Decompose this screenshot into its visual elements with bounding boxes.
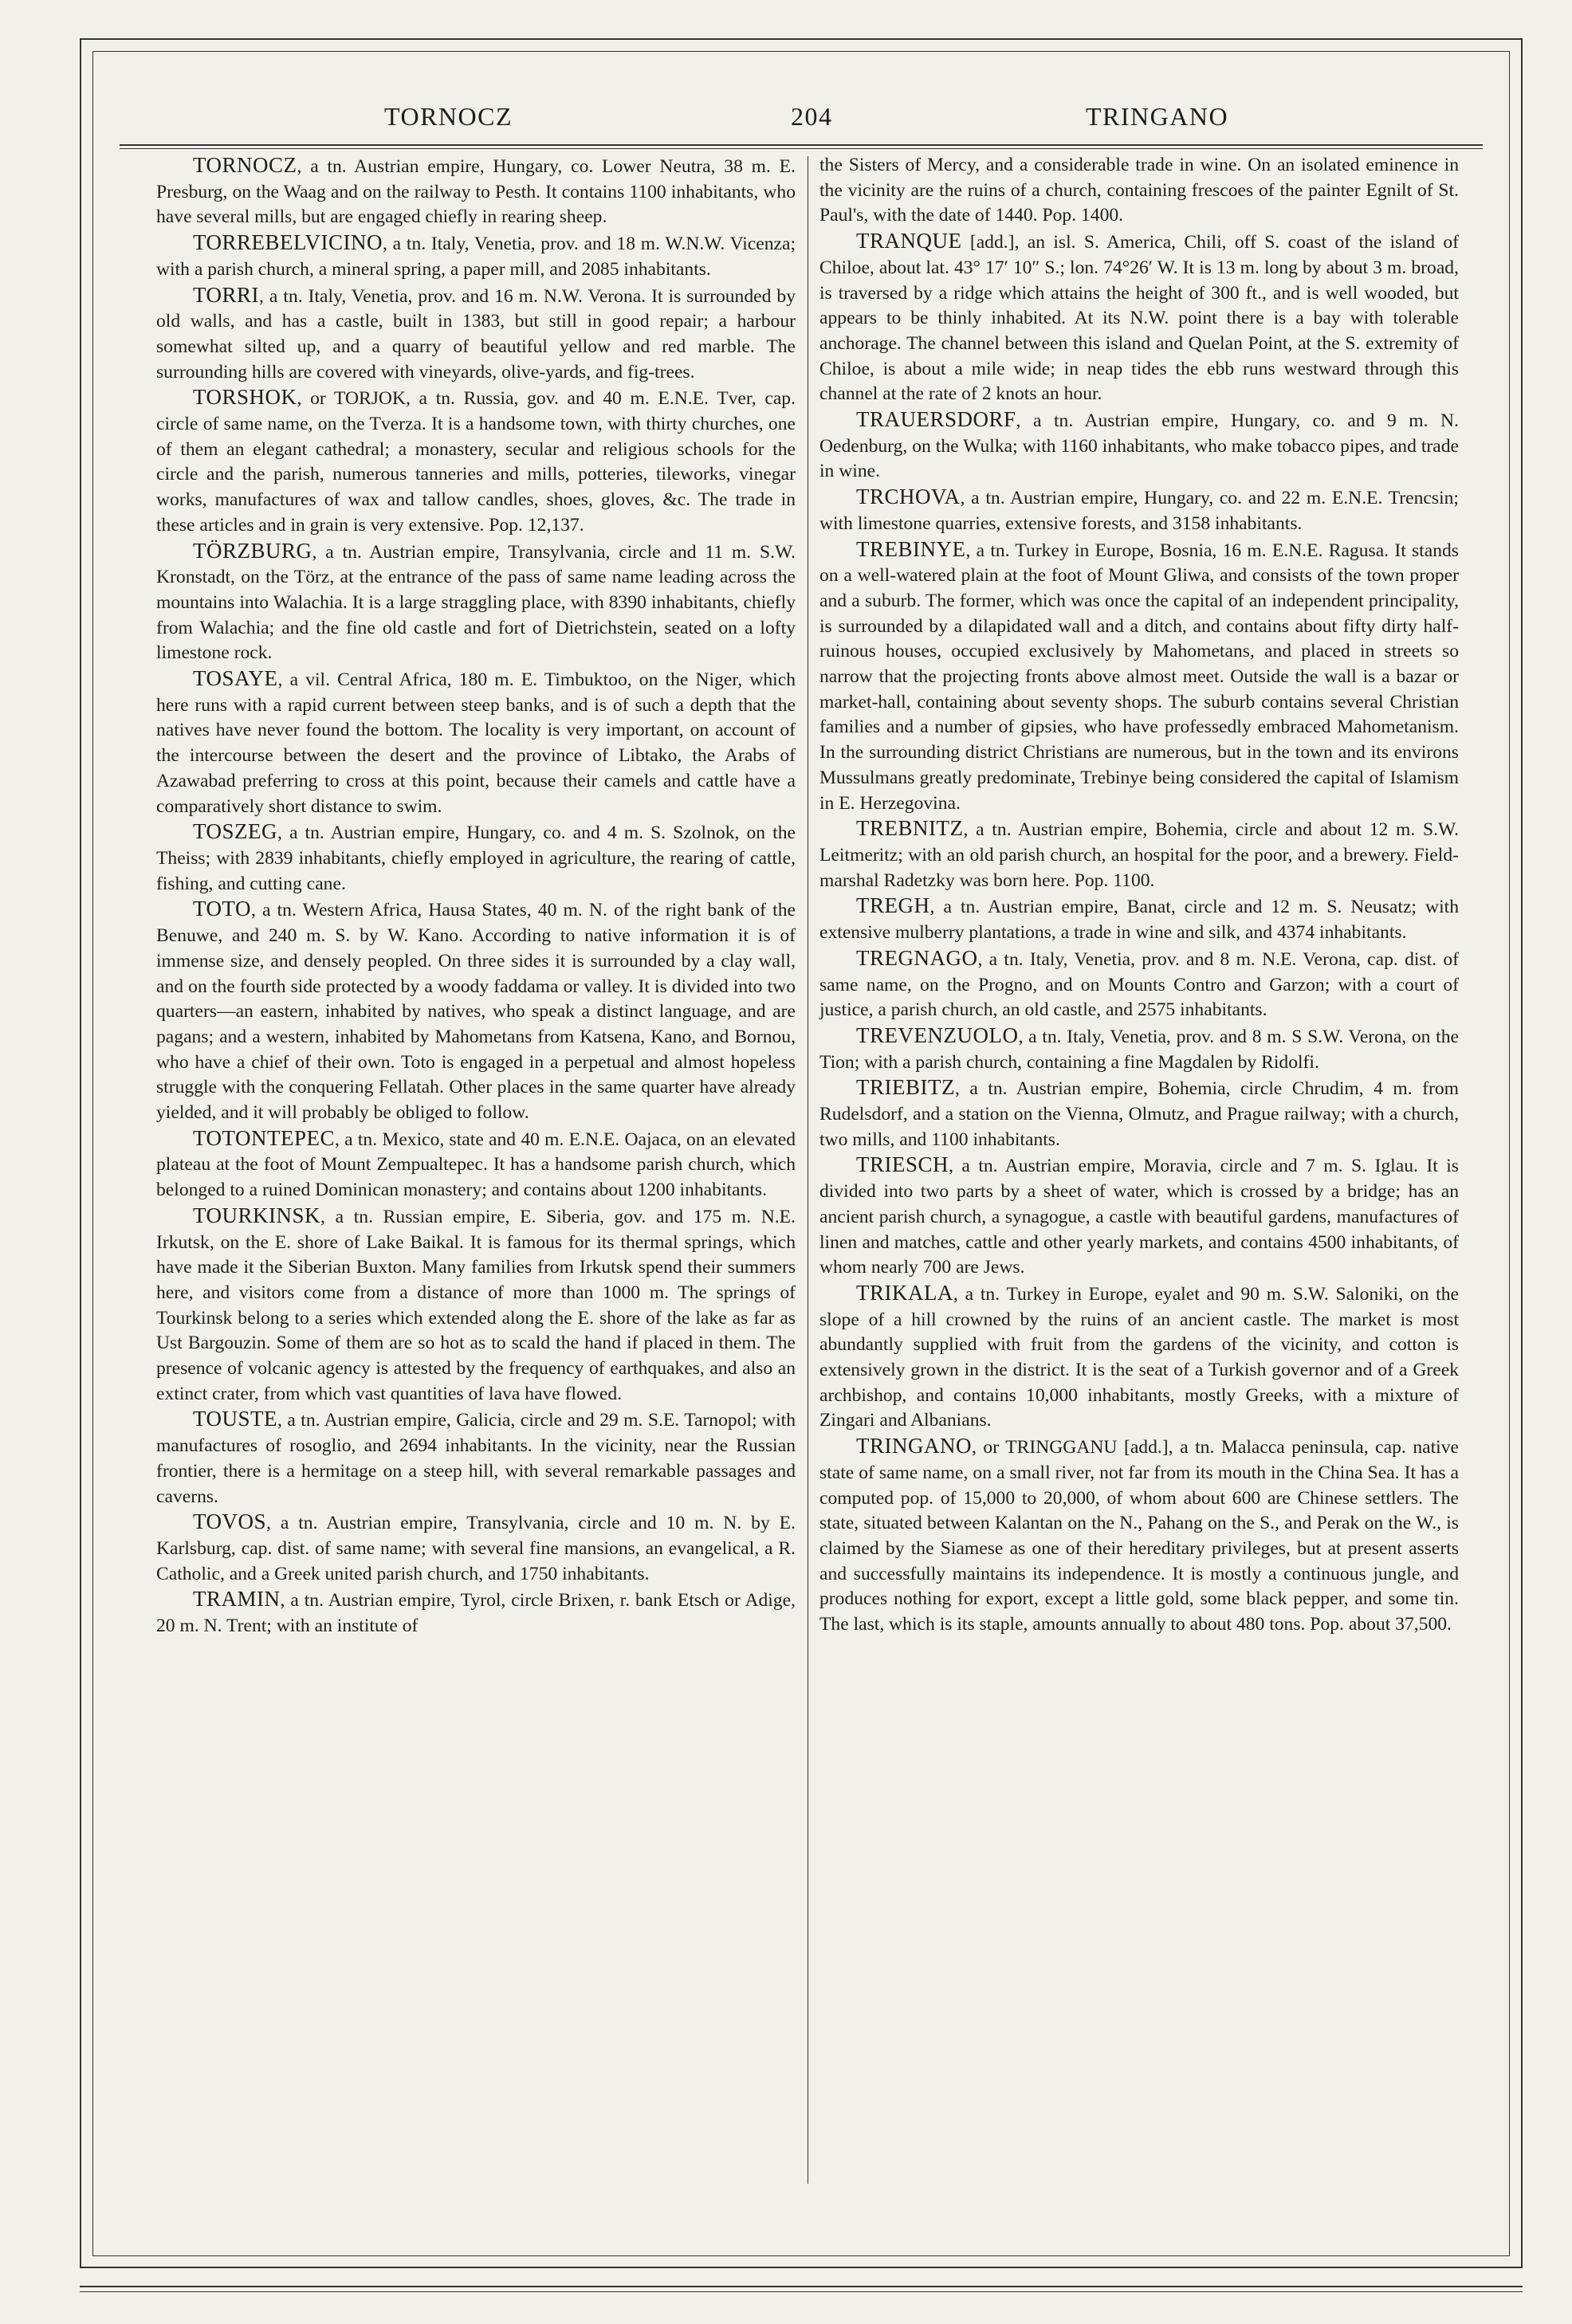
entry-text: , or TRINGGANU [add.], a tn. Malacca peninsula, cap. native state of same name, on a small river, not far from its mouth in the China Sea. It has a computed pop. of 15,000 to 20,000, of whom about 600 are Chinese settlers. The state, situated between Kalantan on the N., Pahang on the S., and Perak on the W., is claimed by the Siamese as one of their hereditary privileges, but at present asserts and successfully maintains its independence. It is mostly a continuous jungle, and produces nothing for export, except a little gold, some black pepper, and some tin. The last, which is its staple, amounts annually to about 480 tons. Pop. about 37,500.: [819, 1437, 1459, 1635]
gazetteer-entry: [156, 819, 796, 897]
gazetteer-entry: [156, 153, 796, 230]
gazetteer-entry: [819, 1434, 1459, 1638]
gazetteer-entry: [819, 1023, 1459, 1075]
entry-text: , a tn. Italy, Venetia, prov. and 18 m. W.N.W. Vicenza; with a parish church, a mineral spring, a paper mill, and 2085 inhabitants.: [156, 234, 796, 280]
entry-text: , a tn. Austrian empire, Hungary, co. and 9 m. N. Oedenburg, on the Wulka; with 1160 inhabitants, who make tobacco pipes, and trade in wine.: [819, 410, 1459, 482]
footer-rule: [80, 2286, 1523, 2287]
entry-headword: TOURKINSK: [193, 1203, 321, 1227]
gazetteer-entry: [819, 153, 1459, 229]
gazetteer-entry: [156, 283, 796, 386]
gazetteer-entry: [819, 1281, 1459, 1434]
entry-headword: TRIESCH: [856, 1152, 949, 1177]
entry-headword: TRIKALA: [856, 1280, 953, 1305]
entry-text: , a tn. Austrian empire, Galicia, circle and 29 m. S.E. Tarnopol; with manufactures of rosoglio, and 2694 inhabitants. In the vicinity, near the Russian frontier, there is a hermitage on a steep hill, with several remarkable passages and caverns.: [156, 1410, 796, 1507]
entry-headword: TÖRZBURG: [193, 538, 312, 563]
entry-text: [add.], an isl. S. America, Chili, off S. coast of the island of Chiloe, about lat. 43° 17′ 10″ S.; lon. 74°26′ W. It is 13 m. long by about 3 m. broad, is traversed by a ridge which attains the height of 300 ft., and is well wooded, but appears to be thinly inhabited. At its N.W. point there is a bay with tolerable anchorage. The channel between this island and Quelan Point, at the S. extremity of Chiloe, is about a mile wide; in neap tides the ebb runs westward through this channel at the rate of 2 knots an hour.: [819, 232, 1459, 405]
gazetteer-entry: [819, 537, 1459, 817]
entry-text: , a tn. Austrian empire, Banat, circle and 12 m. S. Neusatz; with extensive mulberry plantations, a trade in wine and silk, and 4374 inhabitants.: [819, 897, 1459, 944]
entry-text: , a tn. Italy, Venetia, prov. and 16 m. N.W. Verona. It is surrounded by old walls, and has a castle, built in 1383, but still in good repair; a harbour somewhat silted up, and a quarry of beautiful yellow and red marble. The surrounding hills are covered with vineyards, olive-yards, and fig-trees.: [156, 285, 796, 383]
entry-text: , a tn. Austrian empire, Hungary, co. and 4 m. S. Szolnok, on the Theiss; with 2839 inhabitants, chiefly employed in agriculture, the rearing of cattle, fishing, and cutting cane.: [156, 822, 796, 894]
entry-text: , a tn. Russian empire, E. Siberia, gov. and 175 m. N.E. Irkutsk, on the E. shore of Lake Baikal. It is famous for its thermal springs, which have made it the Siberian Buxton. Many families from Irkutsk spend their summers here, and visitors come from a distance of more than 1000 m. The springs of Tourkinsk belong to a series which extended along the E. shore of the lake as far as Ust Bargouzin. Some of them are so hot as to scald the hand if placed in them. The presence of volcanic agency is attested by the frequency of earthquakes, and also an extinct crater, from which vast quantities of lava have flowed.: [156, 1206, 796, 1404]
gazetteer-entry: [156, 385, 796, 538]
gazetteer-entry: [819, 1152, 1459, 1281]
entry-headword: TOSZEG: [193, 819, 278, 844]
header-rule-thin: [120, 148, 1483, 149]
entry-headword: TOTONTEPEC: [193, 1125, 336, 1150]
entry-headword: TREVENZUOLO: [856, 1023, 1019, 1047]
entry-headword: TRAMIN: [193, 1587, 281, 1611]
entry-headword: TORREBELVICINO: [193, 230, 383, 255]
right-column: [819, 153, 1459, 1638]
gazetteer-entry: [819, 407, 1459, 485]
entry-text: , a tn. Austrian empire, Hungary, co. and 22 m. E.N.E. Trencsin; with limestone quarries, extensive forests, and 3158 inhabitants.: [819, 488, 1459, 534]
entry-text: , a tn. Turkey in Europe, eyalet and 90 m. S.W. Saloniki, on the slope of a hill crowned by the ruins of an ancient castle. The market is most abundantly supplied with fruit from the gardens of the vicinity, and cotton is extensively grown in the district. It is the seat of a Turkish governor and of a Greek archbishop, and contains 10,000 inhabitants, mostly Greeks, with a mixture of Zingari and Albanians.: [819, 1283, 1459, 1431]
entry-headword: TRANQUE: [856, 229, 962, 253]
gazetteer-entry: [156, 1407, 796, 1509]
entry-headword: TRIEBITZ: [856, 1075, 955, 1100]
gazetteer-entry: [819, 1075, 1459, 1152]
entry-text: , a tn. Western Africa, Hausa States, 40 m. N. of the right bank of the Benuwe, and 240 m. S. by W. Kano. According to native information it is of immense size, and densely peopled. On three sides it is surrounded by a clay wall, and on the fourth side protected by a woody faddama or valley. It is divided into two quarters—an eastern, inhabited by natives, who speak a distinct language, and are pagans; and a western, inhabited by Mahometans from Katsena, Kano, and Bornou, who have a chief of their own. Toto is engaged in a perpetual and almost hopeless struggle with the conquering Fellatah. Other places in the same quarter have already yielded, and it will probably be obliged to follow.: [156, 900, 796, 1124]
gazetteer-entry: [819, 893, 1459, 945]
entry-text: , a tn. Austrian empire, Tyrol, circle Brixen, r. bank Etsch or Adige, 20 m. N. Trent; with an institute of: [156, 1590, 796, 1637]
entry-text: , or TORJOK, a tn. Russia, gov. and 40 m. E.N.E. Tver, cap. circle of same name, on the Tverza. It is a handsome town, with thirty churches, one of them an elegant cathedral; a monastery, secular and religious schools for the circle and the parish, numerous tanneries and mills, potteries, tileworks, vinegar works, manufactures of wax and tallow candles, shoes, gloves, &c. The trade in these articles and in grain is very extensive. Pop. 12,137.: [156, 388, 796, 536]
running-head-right: TRINGANO: [1086, 102, 1229, 131]
gazetteer-entry: [819, 229, 1459, 407]
entry-text: , a tn. Austrian empire, Transylvania, circle and 11 m. S.W. Kronstadt, on the Törz, at the entrance of the pass of same name leading across the mountains into Walachia. It is a large straggling place, with 8390 inhabitants, chiefly from Walachia; and the fine old castle and fort of Dietrichstein, seated on a lofty limestone rock.: [156, 541, 796, 664]
entry-headword: TREBINYE: [856, 536, 966, 561]
entry-headword: TREBNITZ: [856, 816, 964, 841]
entry-text: , a tn. Austrian empire, Transylvania, circle and 10 m. N. by E. Karlsburg, cap. dist. of same name; with several fine mansions, an evangelical, a R. Catholic, and a Greek united parish church, and 1750 inhabitants.: [156, 1513, 796, 1584]
running-head-left: TORNOCZ: [384, 102, 513, 131]
header-rule: [120, 144, 1483, 146]
entry-text: , a tn. Austrian empire, Bohemia, circle Chrudim, 4 m. from Rudelsdorf, and a station on the Vienna, Olmutz, and Prague railway; with a church, two mills, and 1100 inhabitants.: [819, 1078, 1459, 1150]
entry-text: , a tn. Austrian empire, Bohemia, circle and about 12 m. S.W. Leitmeritz; with an old parish church, an hospital for the poor, and a brewery. Field-marshal Radetzky was born here. Pop. 1100.: [819, 819, 1459, 891]
entry-headword: TORNOCZ: [193, 153, 297, 177]
entry-headword: TRCHOVA: [856, 485, 961, 509]
gazetteer-entry: [156, 1203, 796, 1407]
entry-headword: TREGNAGO: [856, 945, 978, 970]
entry-text: , a tn. Austrian empire, Hungary, co. Lower Neutra, 38 m. E. Presburg, on the Waag and on the railway to Pesth. It contains 1100 inhabitants, who have several mills, but are engaged chiefly in rearing sheep.: [156, 156, 796, 228]
entry-text: , a tn. Italy, Venetia, prov. and 8 m. N.E. Verona, cap. dist. of same name, on the Progno, and on Mounts Contro and Garzon; with a court of justice, a parish church, an old castle, and 2575 inhabitants.: [819, 948, 1459, 1021]
entry-text: , a tn. Turkey in Europe, Bosnia, 16 m. E.N.E. Ragusa. It stands on a well-watered plain at the foot of Mount Gliwa, and consists of the town proper and a suburb. The former, which was once the capital of an independent principality, is surrounded by a dilapidated wall and a ditch, and contains about fifty dirty half-ruinous houses, occupied exclusively by Mahometans, and placed in streets so narrow that the projecting fronts above almost meet. Outside the wall is a bazar or market-hall, containing about seventy shops. The suburb contains several Christian families and a number of gipsies, who have professedly embraced Mahometanism. In the surrounding district Christians are numerous, but in the town and its environs Mussulmans greatly predominate, Trebinye being considered the capital of Islamism in E. Herzegovina.: [819, 540, 1459, 814]
entry-headword: TOUSTE: [193, 1407, 278, 1431]
entry-headword: TOTO: [193, 897, 252, 921]
left-column: [156, 153, 796, 1639]
entry-text: , a tn. Austrian empire, Moravia, circle and 7 m. S. Iglau. It is divided into two parts by a sheet of water, which is crossed by a bridge; has an ancient parish church, a synagogue, a castle with beautiful gardens, manufactures of linen and matches, cattle and other yearly markets, and contains 4500 inhabitants, of whom nearly 700 are Jews.: [819, 1156, 1459, 1278]
entry-text: the Sisters of Mercy, and a considerable trade in wine. On an isolated eminence in the vicinity are the ruins of a church, containing frescoes of the painter Egnilt of St. Paul's, with the date of 1440. Pop. 1400.: [819, 155, 1459, 226]
gazetteer-entry: [156, 1509, 796, 1587]
gazetteer-entry: [156, 230, 796, 282]
gazetteer-entry: [156, 897, 796, 1125]
entry-headword: TREGH: [856, 893, 930, 918]
entry-headword: TORSHOK: [193, 385, 297, 410]
entry-text: , a tn. Italy, Venetia, prov. and 8 m. S S.W. Verona, on the Tion; with a parish church, containing a fine Magdalen by Ridolfi.: [819, 1026, 1459, 1073]
gazetteer-entry: [156, 1587, 796, 1639]
entry-text: , a tn. Mexico, state and 40 m. E.N.E. Oajaca, on an elevated plateau at the foot of Mount Zempualtepec. It has a handsome parish church, which belonged to a ruined Dominican monastery; and contains about 1200 inhabitants.: [156, 1129, 796, 1201]
entry-headword: TORRI: [193, 282, 260, 307]
entry-headword: TRINGANO: [856, 1434, 972, 1458]
entry-text: , a vil. Central Africa, 180 m. E. Timbuktoo, on the Niger, which here runs with a rapid current between steep banks, and is of such a depth that the natives have never found the bottom. The locality is very important, on account of the intercourse between the desert and the province of Libtako, the Arabs of Azawabad preferring to cross at this point, because their camels and cattle have a comparatively short distance to swim.: [156, 669, 796, 817]
gazetteer-entry: [156, 539, 796, 667]
gazetteer-entry: [156, 666, 796, 819]
gazetteer-entry: [156, 1126, 796, 1203]
page-number: 204: [791, 102, 833, 131]
gazetteer-entry: [819, 816, 1459, 893]
gazetteer-entry: [819, 485, 1459, 536]
entry-headword: TRAUERSDORF: [856, 407, 1016, 432]
footer-rule-thin: [80, 2291, 1523, 2292]
entry-headword: TOVOS: [193, 1509, 267, 1534]
entry-headword: TOSAYE: [193, 666, 278, 691]
gazetteer-entry: [819, 946, 1459, 1023]
